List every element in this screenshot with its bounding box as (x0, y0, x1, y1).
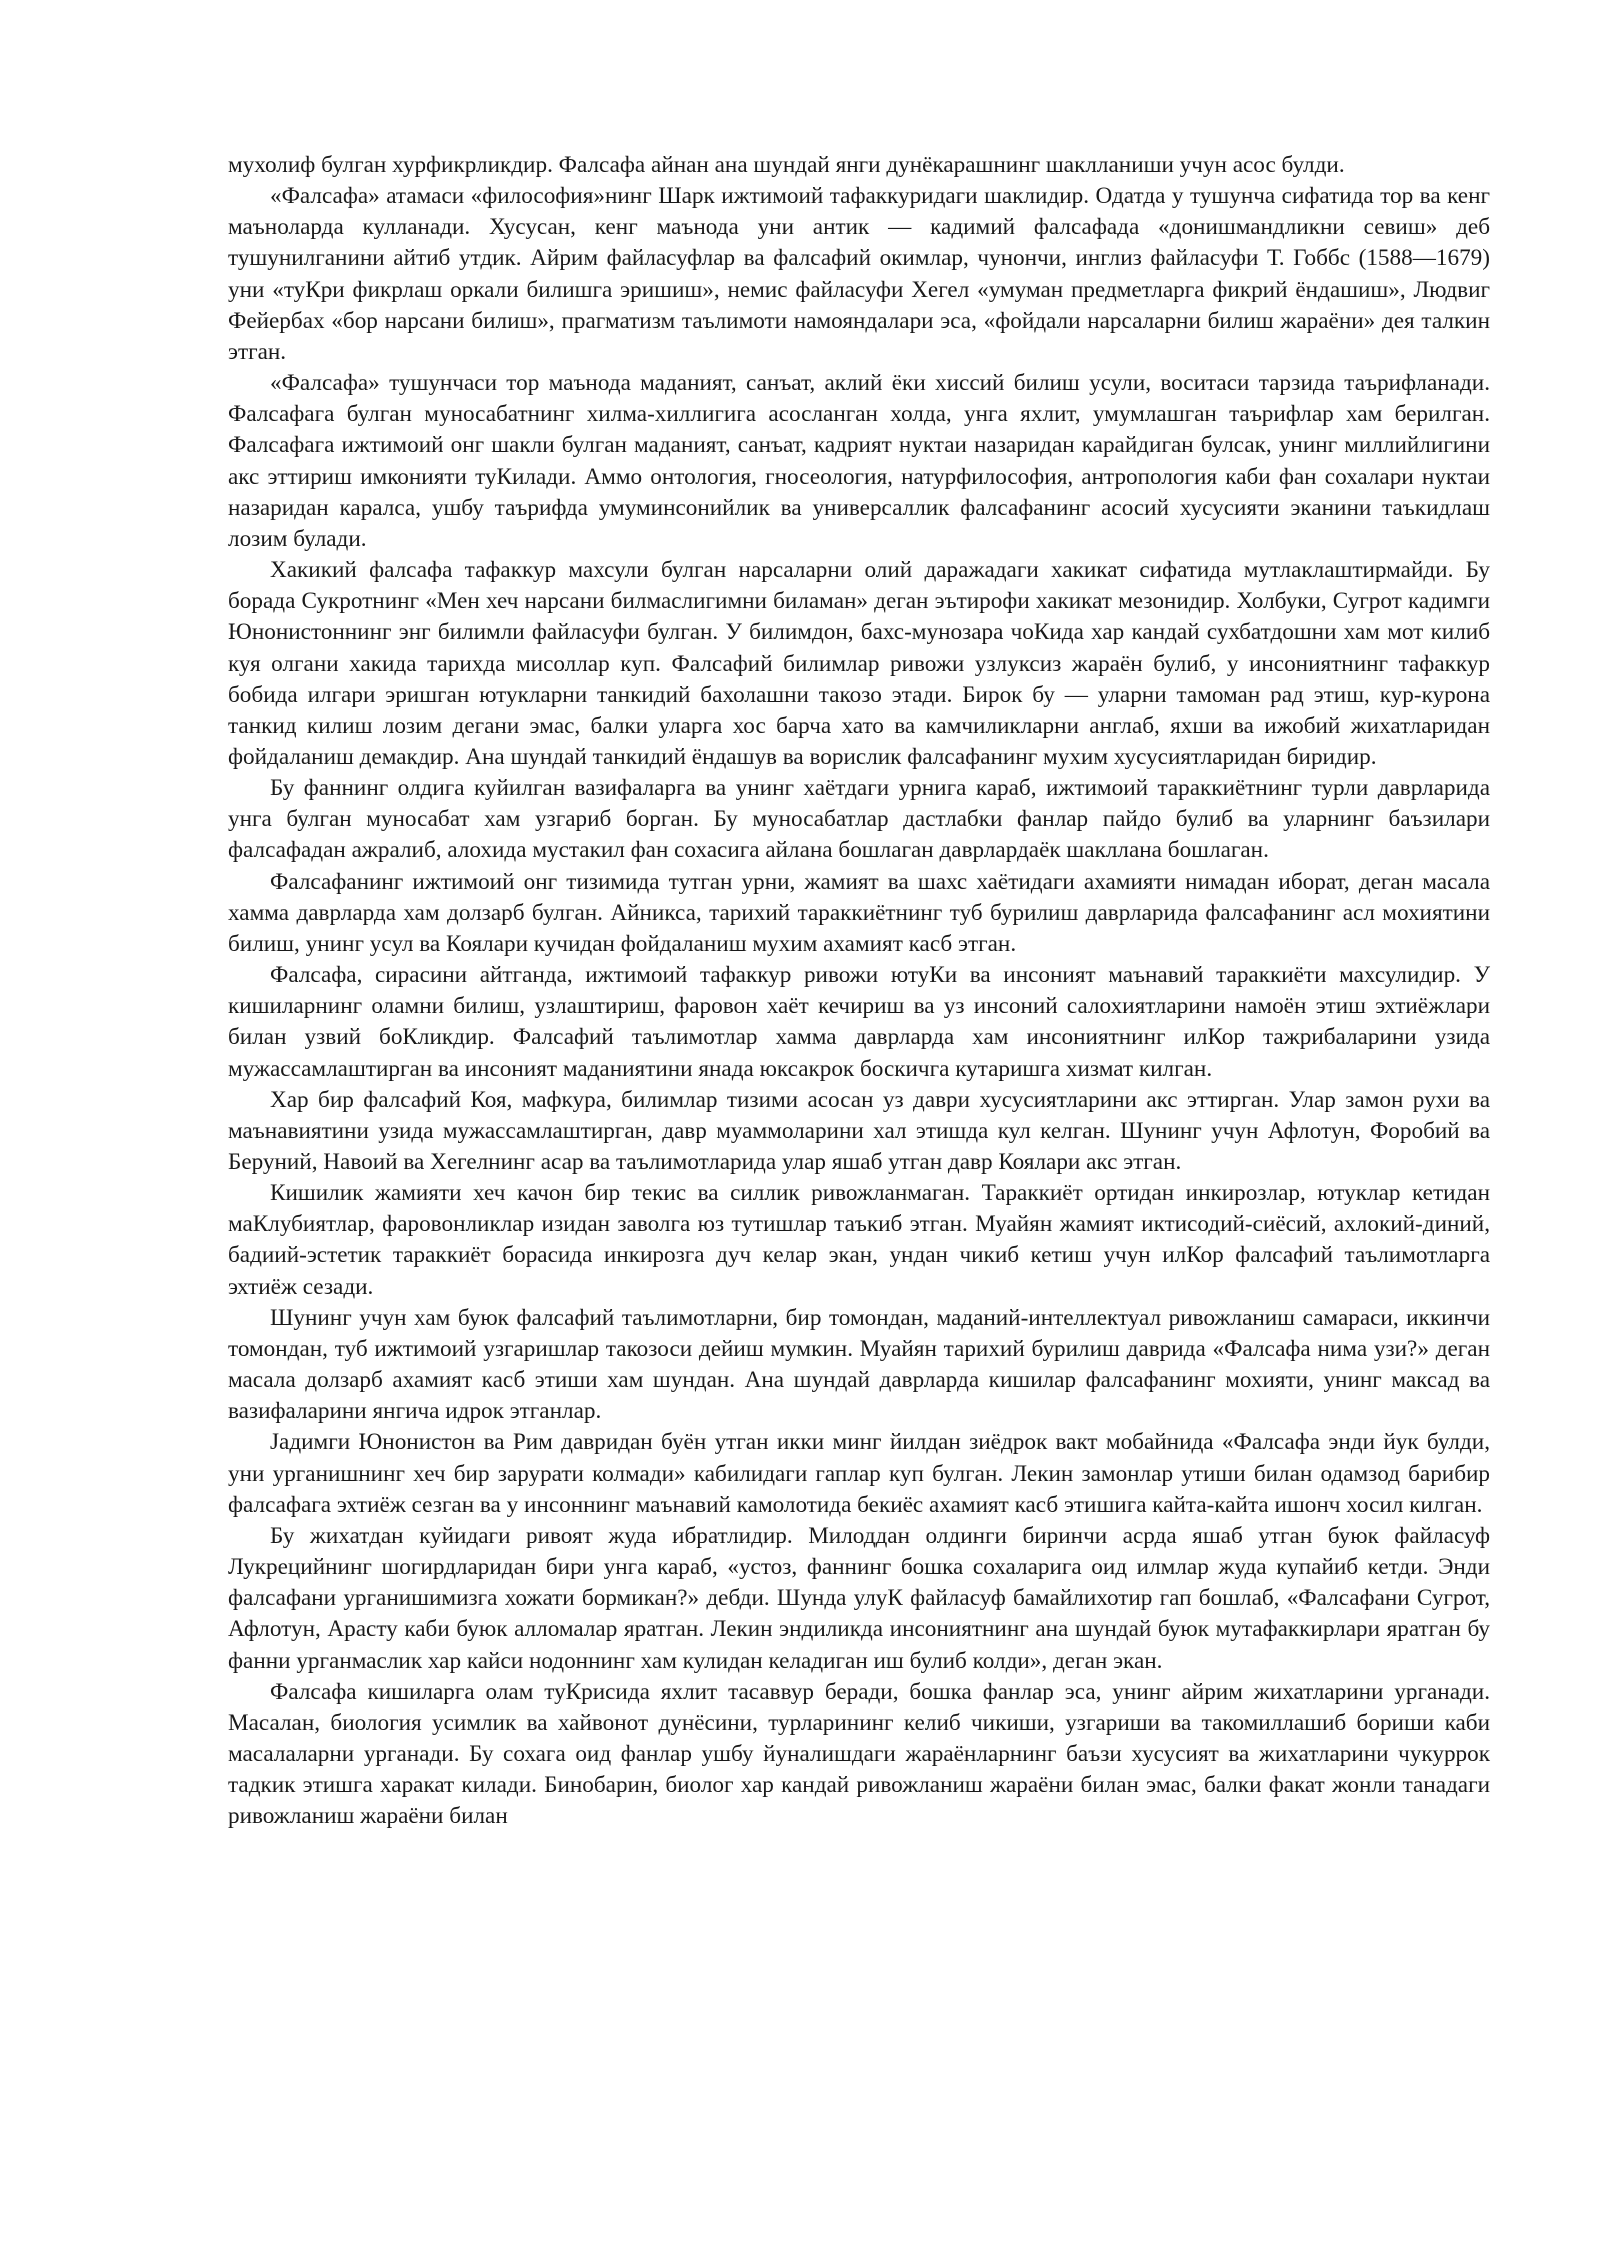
paragraph-5: Бу фаннинг олдига куйилган вазифаларга ва унинг хаётдаги урнига караб, ижтимоий тараккиётнинг турли даврларида унга булган муносабат хам узгариб борган. Бу муносабатлар дастлабки фанлар пайдо булиб ва уларнинг баъзилари фалсафадан ажралиб, алохида мустакил фан сохасига айлана бошлаган даврлардаёк шакллана бошлаган. (228, 775, 1490, 864)
document-page (228, 150, 1490, 1832)
paragraph-12: Бу жихатдан куйидаги ривоят жуда ибратлидир. Милоддан олдинги биринчи асрда яшаб утган буюк файласуф Лукрецийнинг шогирдларидан бири унга караб, «устоз, фаннинг бошка сохаларига оид илмлар жуда купайиб кетди. Энди фалсафани урганишимизга хожати бормикан?» дебди. Шунда улуК файласуф бамайлихотир гап бошлаб, «Фалсафани Сугрот, Афлотун, Арасту каби буюк алломалар яратган. Лекин эндиликда инсониятнинг ана шундай буюк мутафаккирлари яратган бу фанни урганмаслик хар кайси нодоннинг хам кулидан келадиган иш булиб колди», деган экан. (228, 1522, 1490, 1674)
paragraph-7: Фалсафа, сирасини айтганда, ижтимоий тафаккур ривожи ютуКи ва инсоният маънавий тараккиёти махсулидир. У кишиларнинг оламни билиш, узлаштириш, фаровон хаёт кечириш ва уз инсоний салохиятларини намоён этиш эхтиёжлари билан узвий боКликдир. Фалсафий таълимотлар хамма даврларда хам инсониятнинг илКор тажрибаларини узида мужассамлаштирган ва инсоният маданиятини янада юксакрок боскичга кутаришга хизмат килган. (228, 962, 1490, 1082)
paragraph-11: Јадимги Юнонистон ва Рим давридан буён утган икки минг йилдан зиёдрок вакт мобайнида «Фалсафа энди йук булди, уни урганишнинг хеч бир зарурати колмади» кабилидаги гаплар куп булган. Лекин замонлар утиши билан одамзод барибир фалсафага эхтиёж сезган ва у инсоннинг маънавий камолотида бекиёс ахамият касб этишига кайта-кайта ишонч хосил килган. (228, 1429, 1490, 1518)
paragraph-1: мухолиф булган хурфикрликдир. Фалсафа айнан ана шундай янги дунёкарашнинг шаклланиши учун асос булди. (228, 152, 1345, 178)
paragraph-13: Фалсафа кишиларга олам туКрисида яхлит тасаввур беради, бошка фанлар эса, унинг айрим жихатларини урганади. Масалан, биология усимлик ва хайвонот дунёсини, турларининг келиб чикиши, узгариши ва такомиллашиб бориши каби масалаларни урганади. Бу сохага оид фанлар ушбу йуналишдаги жараёнларнинг баъзи хусусият ва жихатларини чукуррок тадкик этишга харакат килади. Бинобарин, биолог хар кандай ривожланиш жараёни билан эмас, балки факат жонли танадаги ривожланиш жараёни билан (228, 1678, 1490, 1830)
paragraph-3: «Фалсафа» тушунчаси тор маънода маданият, санъат, аклий ёки хиссий билиш усули, воситаси тарзида таърифланади. Фалсафага булган муносабатнинг хилма-хиллигига асосланган холда, унга яхлит, умумлашган таърифлар хам берилган. Фалсафага ижтимоий онг шакли булган маданият, санъат, кадрият нуктаи назаридан карайдиган булсак, унинг миллийлигини акс эттириш имконияти туКилади. Аммо онтология, гносеология, натурфилософия, антропология каби фан сохалари нуктаи назаридан каралса, ушбу таърифда умуминсонийлик ва универсаллик фалсафанинг асосий хусусияти эканини таъкидлаш лозим булади. (228, 370, 1490, 552)
paragraph-2: «Фалсафа» атамаси «философия»нинг Шарк ижтимоий тафаккуридаги шаклидир. Одатда у тушунча сифатида тор ва кенг маъноларда кулланади. Хусусан, кенг маънода уни антик — кадимий фалсафада «донишмандликни севиш» деб тушунилганини айтиб утдик. Айрим файласуфлар ва фалсафий окимлар, чунончи, инглиз файласуфи Т. Гоббс (1588—1679) уни «туКри фикрлаш оркали билишга эришиш», немис файласуфи Хегел «умуман предметларга фикрий ёндашиш», Людвиг Фейербах «бор нарсани билиш», прагматизм таълимоти намояндалари эса, «фойдали нарсаларни билиш жараёни» дея талкин этган. (228, 183, 1490, 365)
paragraph-8: Хар бир фалсафий Коя, мафкура, билимлар тизими асосан уз даври хусусиятларини акс эттирган. Улар замон рухи ва маънавиятини узида мужассамлаштирган, давр муаммоларини хал этишда кул келган. Шунинг учун Афлотун, Форобий ва Беруний, Навоий ва Хегелнинг асар ва таълимотларида улар яшаб утган давр Коялари акс этган. (228, 1086, 1490, 1175)
paragraph-9: Кишилик жамияти хеч качон бир текис ва силлик ривожланмаган. Тараккиёт ортидан инкирозлар, ютуклар кетидан маКлубиятлар, фаровонликлар изидан заволга юз тутишлар таъкиб этган. Муайян жамият иктисодий-сиёсий, ахлокий-диний, бадиий-эстетик тараккиёт борасида инкирозга дуч келар экан, ундан чикиб кетиш учун илКор фалсафий таълимотларга эхтиёж сезади. (228, 1180, 1490, 1300)
paragraph-6: Фалсафанинг ижтимоий онг тизимида тутган урни, жамият ва шахс хаётидаги ахамияти нимадан иборат, деган масала хамма даврларда хам долзарб булган. Айникса, тарихий тараккиётнинг туб бурилиш даврларида фалсафанинг асл мохиятини билиш, унинг усул ва Коялари кучидан фойдаланиш мухим ахамият касб этган. (228, 868, 1490, 957)
paragraph-10: Шунинг учун хам буюк фалсафий таълимотларни, бир томондан, маданий-интеллектуал ривожланиш самараси, иккинчи томондан, туб ижтимоий узгаришлар такозоси дейиш мумкин. Муайян тарихий бурилиш даврида «Фалсафа нима узи?» деган масала долзарб ахамият касб этиши хам шундан. Ана шундай даврларда кишилар фалсафанинг мохияти, унинг максад ва вазифаларини янгича идрок этганлар. (228, 1304, 1490, 1425)
paragraph-4: Хакикий фалсафа тафаккур махсули булган нарсаларни олий даражадаги хакикат сифатида мутлаклаштирмайди. Бу борада Сукротнинг «Мен хеч нарсани билмаслигимни биламан» деган эътирофи хакикат мезонидир. Холбуки, Сугрот кадимги Юнонистоннинг энг билимли файласуфи булган. У билимдон, бахс-мунозара чоКида хар кандай сухбатдошни хам мот килиб куя олгани хакида тарихда мисоллар куп. Фалсафий билимлар ривожи узлуксиз жараён булиб, у инсониятнинг тафаккур бобида илгари эришган ютукларни танкидий бахолашни такозо этади. Бирок бу — уларни тамоман рад этиш, кур-курона танкид килиш лозим дегани эмас, балки уларга хос барча хато ва камчиликларни англаб, яхши ва ижобий жихатларидан фойдаланиш демакдир. Ана шундай танкидий ёндашув ва ворислик фалсафанинг мухим хусусиятларидан биридир. (228, 557, 1490, 770)
